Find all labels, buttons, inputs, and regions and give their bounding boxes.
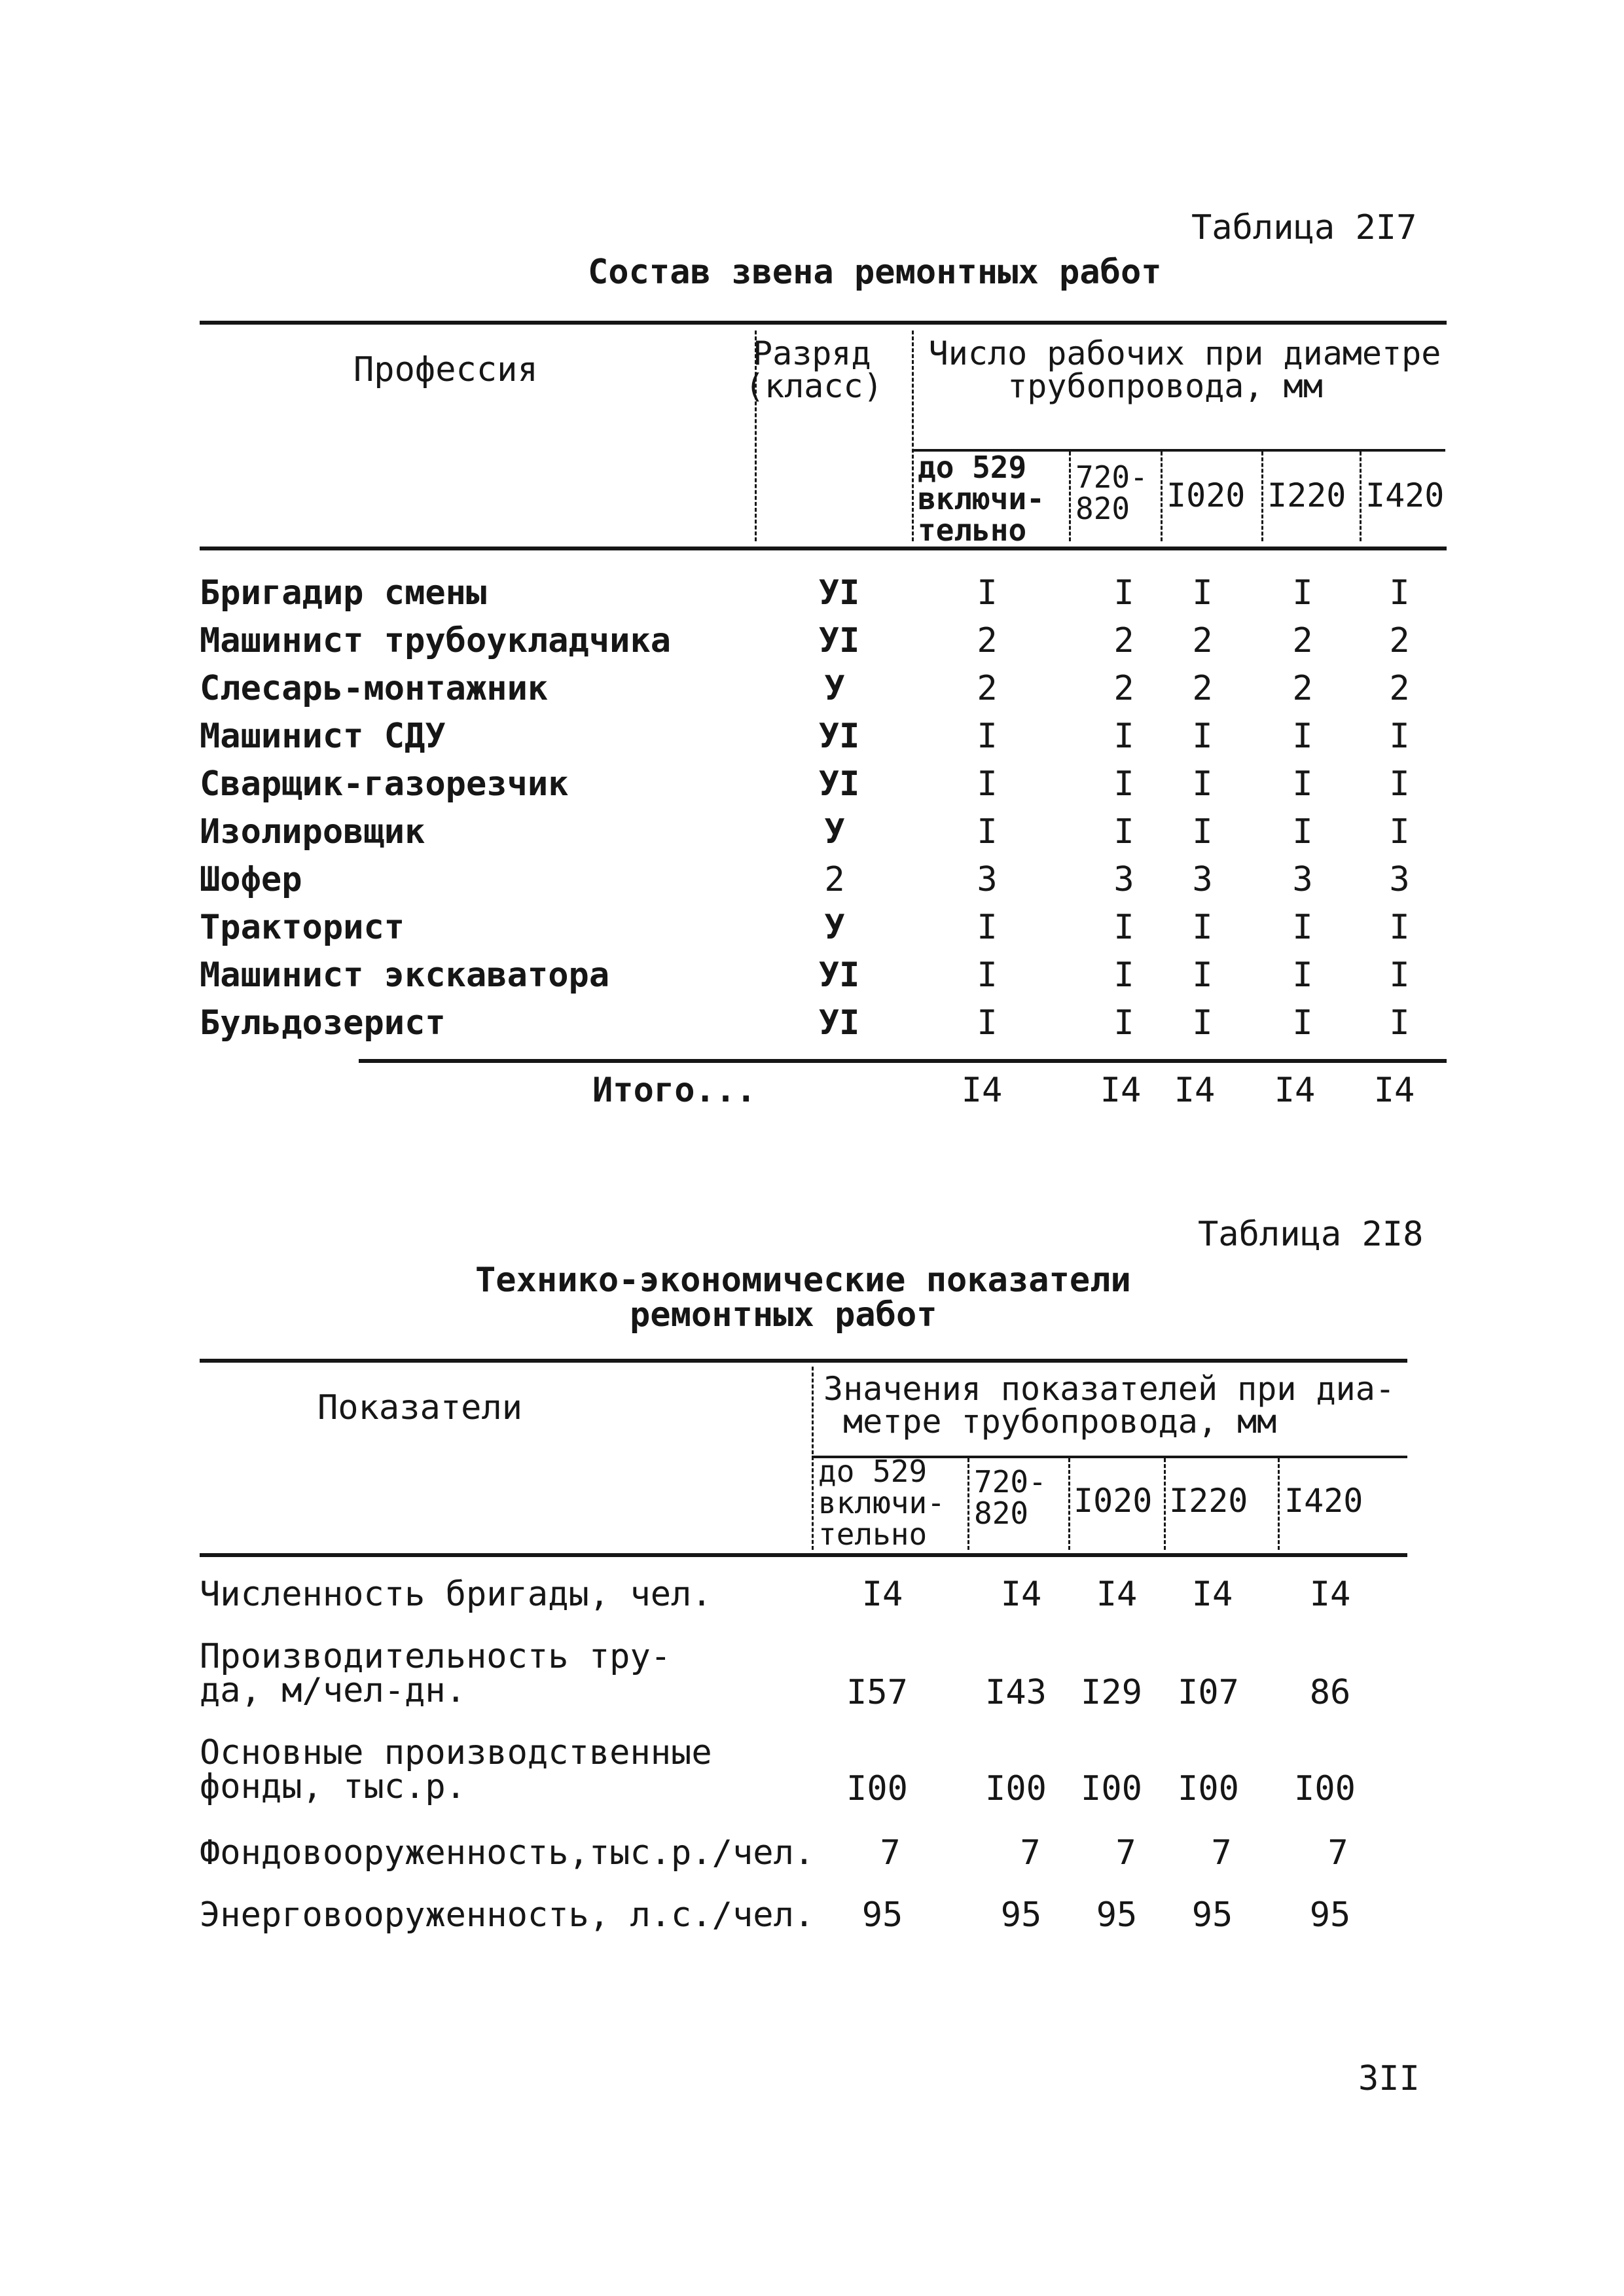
row-value: I00 <box>1178 1769 1239 1808</box>
row-value: I <box>1113 812 1134 852</box>
row-value: I4 <box>1000 1575 1042 1614</box>
row-profession: Бригадир смены <box>200 573 487 613</box>
row-indicator-line2: фонды, тыс.р. <box>200 1767 466 1806</box>
row-value: 3 <box>1192 860 1213 899</box>
col-header-diam-720-820-line1: 720- <box>974 1464 1047 1499</box>
row-indicator: Энерговооруженность, л.с./чел. <box>200 1895 815 1935</box>
row-value: I <box>977 956 998 995</box>
total-value: I4 <box>961 1071 1003 1110</box>
row-value: 95 <box>1191 1895 1233 1935</box>
row-value: I <box>977 908 998 947</box>
row-value: 7 <box>1115 1833 1136 1873</box>
row-value: I <box>1192 956 1213 995</box>
row-grade: УI <box>818 956 860 995</box>
row-grade: УI <box>818 717 860 756</box>
col-header-values-line1: Значения показателей при диа- <box>823 1370 1395 1408</box>
row-value: I <box>1292 573 1313 613</box>
table-row <box>0 860 1624 902</box>
row-indicator: Численность бригады, чел. <box>200 1575 712 1614</box>
row-value: I <box>977 764 998 804</box>
row-profession: Машинист трубоукладчика <box>200 621 672 660</box>
row-profession: Машинист экскаватора <box>200 956 610 995</box>
row-value: I57 <box>846 1673 908 1712</box>
col-header-diam-529 <box>818 1456 945 1550</box>
table-218-divider-d2 <box>967 1458 969 1550</box>
table-218-divider-d4 <box>1164 1458 1166 1550</box>
col-header-diam-720-820 <box>974 1466 1047 1529</box>
col-header-diam-529-line2: включи- <box>918 481 1045 516</box>
row-value: I <box>1389 573 1410 613</box>
row-profession: Тракторист <box>200 908 405 947</box>
col-header-diam-529-line2: включи- <box>818 1485 945 1520</box>
row-value: I <box>1113 764 1134 804</box>
row-value: I <box>1192 1003 1213 1043</box>
row-profession: Бульдозерист <box>200 1003 446 1043</box>
table-row <box>0 958 1624 997</box>
col-header-diam-1220: I220 <box>1267 476 1346 514</box>
col-header-diam-529-line3: тельно <box>818 1516 928 1552</box>
row-value: 2 <box>1292 669 1313 708</box>
table-row <box>0 764 1624 806</box>
table-row <box>0 1003 1624 1045</box>
table-row <box>0 1577 1624 1617</box>
row-value: I <box>1113 573 1134 613</box>
row-grade: УI <box>818 764 860 804</box>
row-indicator-line2: да, м/чел-дн. <box>200 1671 466 1710</box>
row-value: I <box>1389 717 1410 756</box>
row-value: I4 <box>1309 1575 1351 1614</box>
row-value: I00 <box>985 1769 1047 1808</box>
row-value: I4 <box>1191 1575 1233 1614</box>
row-value: I <box>1292 812 1313 852</box>
row-value: 2 <box>1192 669 1213 708</box>
table-217-divider-d5 <box>1360 452 1362 541</box>
total-value: I4 <box>1373 1071 1415 1110</box>
row-value: I <box>1113 1003 1134 1043</box>
table-row <box>0 1833 1624 1875</box>
table-row <box>0 1895 1624 1937</box>
table-218-label: Таблица 2I8 <box>1198 1215 1424 1254</box>
table-218-top-rule <box>200 1359 1407 1363</box>
row-value: 2 <box>1113 669 1134 708</box>
row-value: 3 <box>977 860 998 899</box>
row-value: I <box>1389 956 1410 995</box>
row-value: 2 <box>977 669 998 708</box>
table-218-divider-d5 <box>1278 1458 1280 1550</box>
table-217-divider-grade-left <box>755 331 757 541</box>
row-value: I <box>1192 764 1213 804</box>
table-row <box>0 1733 1624 1811</box>
row-value: I <box>1113 717 1134 756</box>
table-217-divider-d2 <box>1069 452 1071 541</box>
row-value: 3 <box>1113 860 1134 899</box>
row-value: I07 <box>1178 1673 1239 1712</box>
row-profession: Изолировщик <box>200 812 425 852</box>
col-header-diam-720-820 <box>1075 461 1148 524</box>
row-value: 2 <box>1192 621 1213 660</box>
col-header-diam-1220: I220 <box>1169 1482 1248 1520</box>
col-header-profession: Профессия <box>353 350 538 389</box>
row-value: I <box>1389 1003 1410 1043</box>
table-217-top-rule <box>200 321 1447 325</box>
row-value: I4 <box>1096 1575 1138 1614</box>
col-header-diam-529-line1: до 529 <box>918 450 1027 485</box>
table-217-title: Состав звена ремонтных работ <box>588 253 1162 292</box>
col-header-workers-line2: трубопровода, мм <box>1007 367 1323 405</box>
col-header-grade-line1: Разряд <box>753 334 871 372</box>
col-header-values <box>823 1370 1395 1441</box>
row-value: 7 <box>1327 1833 1348 1873</box>
table-217-header-rule <box>200 547 1447 550</box>
table-row <box>0 669 1624 711</box>
table-row <box>0 812 1624 854</box>
table-217-divider-d3 <box>1161 452 1163 541</box>
row-value: 7 <box>1020 1833 1041 1873</box>
row-value: 95 <box>1096 1895 1138 1935</box>
row-value: I <box>1292 908 1313 947</box>
table-row <box>0 719 1624 759</box>
table-217-total-row <box>0 1073 1624 1113</box>
row-value: I <box>1292 717 1313 756</box>
row-value: 3 <box>1389 860 1410 899</box>
col-header-diam-1020: I020 <box>1074 1482 1153 1520</box>
row-value: I <box>1389 812 1410 852</box>
row-value: 2 <box>1292 621 1313 660</box>
row-value: I <box>1389 764 1410 804</box>
col-header-diam-720-820-line2: 820 <box>974 1496 1029 1531</box>
row-indicator-line1: Основные производственные <box>200 1733 712 1772</box>
row-grade: 2 <box>824 860 845 899</box>
col-header-diam-529 <box>918 452 1045 546</box>
total-value: I4 <box>1100 1071 1142 1110</box>
row-value: 3 <box>1292 860 1313 899</box>
table-217-label: Таблица 2I7 <box>1191 208 1417 247</box>
table-row <box>0 621 1624 663</box>
row-value: 95 <box>861 1895 903 1935</box>
row-grade: У <box>824 669 845 708</box>
row-value: I <box>1192 908 1213 947</box>
row-value: I <box>1292 764 1313 804</box>
table-218-divider-d3 <box>1068 1458 1070 1550</box>
col-header-grade <box>745 334 883 405</box>
row-value: I <box>977 1003 998 1043</box>
row-value: 95 <box>1309 1895 1351 1935</box>
row-profession: Сварщик-газорезчик <box>200 764 569 804</box>
col-header-diam-1420: I420 <box>1365 476 1445 514</box>
row-value: 2 <box>1389 669 1410 708</box>
row-grade: УI <box>818 621 860 660</box>
row-value: I <box>977 573 998 613</box>
col-header-diam-1020: I020 <box>1166 476 1246 514</box>
table-row <box>0 573 1624 615</box>
total-value: I4 <box>1274 1071 1316 1110</box>
row-value: I00 <box>1294 1769 1356 1808</box>
row-value: I43 <box>985 1673 1047 1712</box>
row-value: I <box>1192 717 1213 756</box>
total-value: I4 <box>1174 1071 1216 1110</box>
row-value: 86 <box>1309 1673 1351 1712</box>
row-value: I <box>1192 573 1213 613</box>
col-header-indicator: Показатели <box>317 1388 523 1427</box>
row-value: 2 <box>977 621 998 660</box>
row-profession: Шофер <box>200 860 302 899</box>
table-218-divider-values-left <box>812 1367 814 1550</box>
col-header-grade-line2: (класс) <box>745 367 883 405</box>
row-value: I <box>1192 812 1213 852</box>
row-value: 2 <box>1389 621 1410 660</box>
row-grade: УI <box>818 573 860 613</box>
row-value: I <box>977 717 998 756</box>
row-indicator: Фондовооруженность,тыс.р./чел. <box>200 1833 815 1873</box>
row-value: I <box>1113 956 1134 995</box>
col-header-diam-720-820-line2: 820 <box>1075 491 1130 526</box>
row-value: I <box>977 812 998 852</box>
row-value: I <box>1389 908 1410 947</box>
table-217-total-rule <box>359 1059 1447 1063</box>
col-header-workers <box>926 334 1443 405</box>
row-grade: У <box>824 908 845 947</box>
table-218-title-line2: ремонтных работ <box>630 1295 937 1335</box>
col-header-diam-1420: I420 <box>1284 1482 1363 1520</box>
col-header-values-line2: метре трубопровода, мм <box>843 1403 1277 1441</box>
table-218-title-line1: Технико-экономические показатели <box>475 1261 1131 1300</box>
row-indicator-line1: Производительность тру- <box>200 1637 672 1676</box>
row-grade: У <box>824 812 845 852</box>
col-header-diam-529-line1: до 529 <box>818 1454 928 1489</box>
col-header-diam-720-820-line1: 720- <box>1075 459 1148 495</box>
table-218-header-rule <box>200 1553 1407 1557</box>
col-header-workers-line1: Число рабочих при диаметре <box>928 334 1441 372</box>
row-value: 2 <box>1113 621 1134 660</box>
total-label: Итого... <box>592 1071 757 1110</box>
page-number: 3II <box>1358 2059 1420 2098</box>
row-value: I <box>1292 956 1313 995</box>
row-value: I29 <box>1081 1673 1142 1712</box>
row-value: 7 <box>880 1833 901 1873</box>
table-row <box>0 910 1624 950</box>
row-value: I00 <box>1081 1769 1142 1808</box>
row-value: 7 <box>1211 1833 1232 1873</box>
row-value: I <box>1113 908 1134 947</box>
row-value: I4 <box>861 1575 903 1614</box>
col-header-diam-529-line3: тельно <box>918 512 1027 548</box>
row-value: 95 <box>1000 1895 1042 1935</box>
row-grade: УI <box>818 1003 860 1043</box>
row-profession: Слесарь-монтажник <box>200 669 549 708</box>
table-217-divider-d4 <box>1261 452 1263 541</box>
row-value: I00 <box>846 1769 908 1808</box>
row-value: I <box>1292 1003 1313 1043</box>
row-profession: Машинист СДУ <box>200 717 446 756</box>
table-217-divider-grade-right <box>912 331 914 541</box>
table-row <box>0 1637 1624 1715</box>
